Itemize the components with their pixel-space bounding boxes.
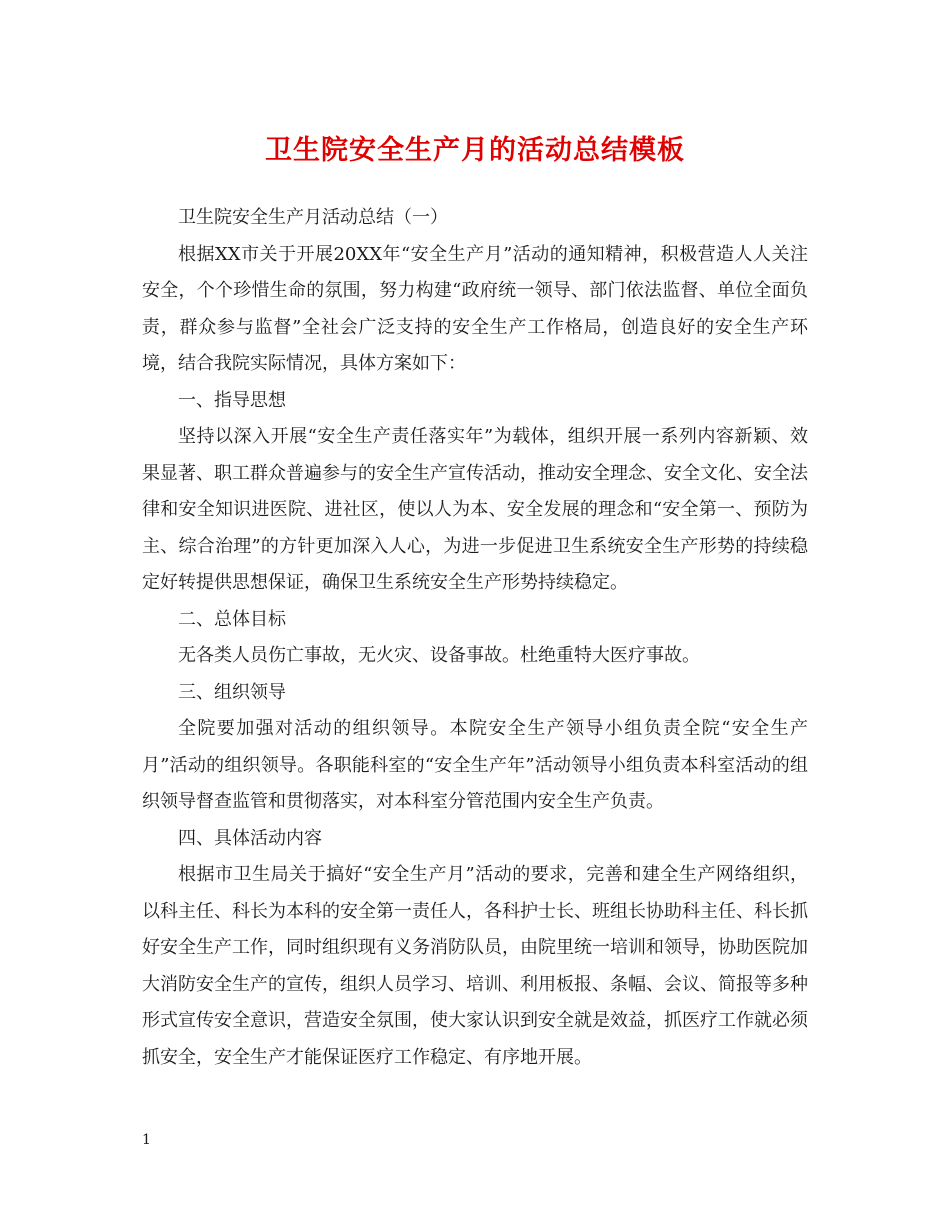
body-paragraph: 根据XX市关于开展20XX年“安全生产月”活动的通知精神，积极营造人人关注安全，个个珍惜生命的氛围，努力构建“政府统一领导、部门依法监督、单位全面负责，群众参与监督”全社会广泛支持的安全生产工作格局，创造良好的安全生产环境，结合我院实际情况，具体方案如下： [142, 243, 808, 374]
document-body [142, 200, 808, 1076]
page-number: 1 [142, 1132, 151, 1148]
section-heading: 四、具体活动内容 [178, 827, 322, 849]
section-heading: 卫生院安全生产月活动总结（一） [178, 207, 448, 228]
document-title: 卫生院安全生产月的活动总结模板 [265, 135, 685, 166]
body-paragraph: 全院要加强对活动的组织领导。本院安全生产领导小组负责全院“安全生产月”活动的组织领导。各职能科室的“安全生产年”活动领导小组负责本科室活动的组织领导督查监管和贯彻落实，对本科室分管范围内安全生产负责。 [142, 718, 808, 812]
body-paragraph: 坚持以深入开展“安全生产责任落实年”为载体，组织开展一系列内容新颖、效果显著、职工群众普遍参与的安全生产宣传活动，推动安全理念、安全文化、安全法律和安全知识进医院、进社区，使以人为本、安全发展的理念和“安全第一、预防为主、综合治理”的方针更加深入人心，为进一步促进卫生系统安全生产形势的持续稳定好转提供思想保证，确保卫生系统安全生产形势持续稳定。 [142, 426, 808, 593]
body-paragraph: 无各类人员伤亡事故，无火灾、设备事故。杜绝重特大医疗事故。 [178, 645, 700, 666]
section-heading: 三、组织领导 [178, 681, 286, 703]
section-heading: 二、总体目标 [178, 608, 286, 630]
section-heading: 一、指导思想 [178, 389, 286, 411]
body-paragraph: 根据市卫生局关于搞好“安全生产月”活动的要求，完善和建全生产网络组织，以科主任、科长为本科的安全第一责任人，各科护士长、班组长协助科主任、科长抓好安全生产工作，同时组织现有义务消防队员，由院里统一培训和领导，协助医院加大消防安全生产的宣传，组织人员学习、培训、利用板报、条幅、会议、简报等多种形式宣传安全意识，营造安全氛围，使大家认识到安全就是效益，抓医疗工作就必须抓安全，安全生产才能保证医疗工作稳定、有序地开展。 [142, 864, 808, 1068]
